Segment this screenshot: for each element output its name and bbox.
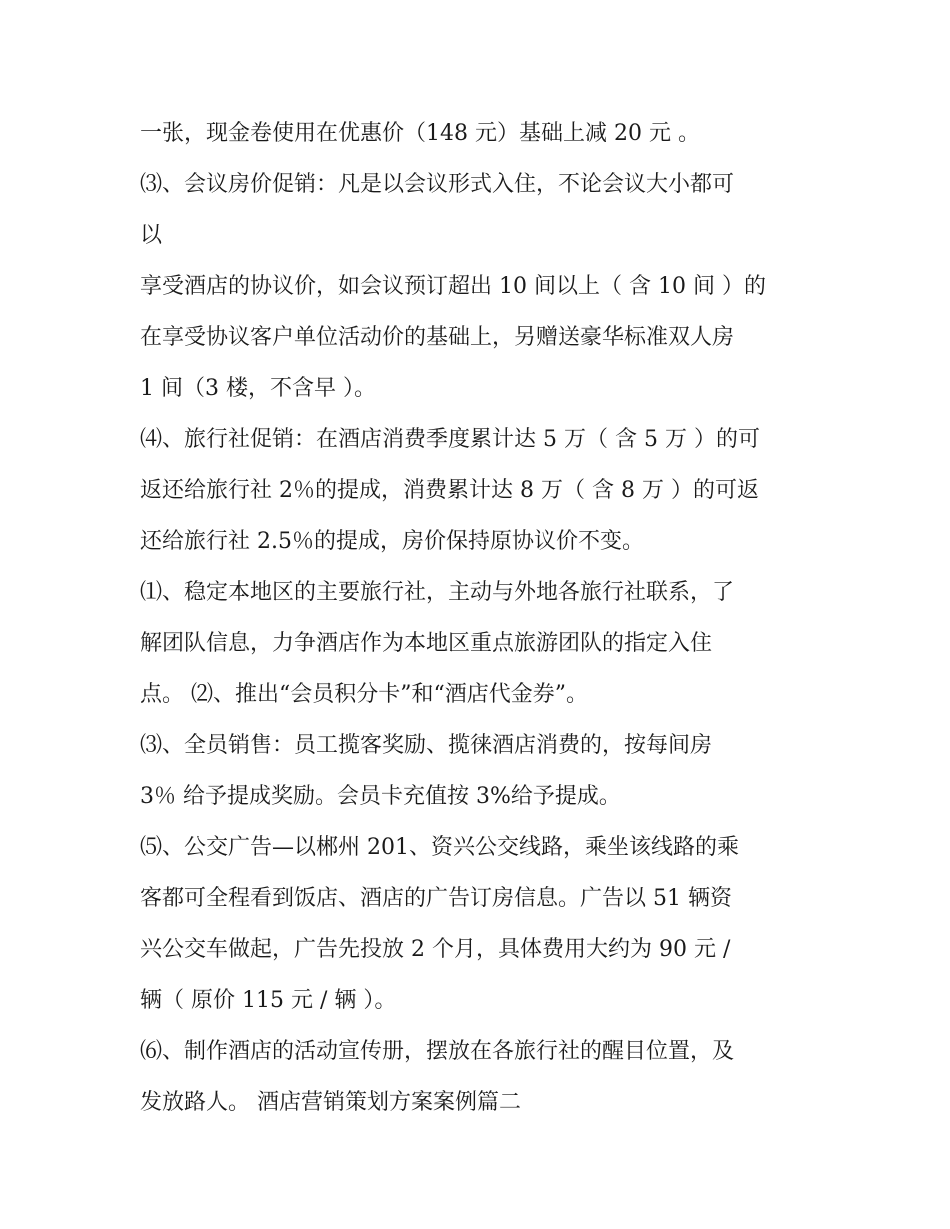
text-line: ⑷、旅行社促销：在酒店消费季度累计达 5 万（ 含 5 万 ）的可 — [140, 427, 760, 452]
text-line: 返还给旅行社 2％的提成，消费累计达 8 万（ 含 8 万 ）的可返 — [140, 478, 759, 503]
text-line: 客都可全程看到饭店、酒店的广告订房信息。广告以 51 辆资 — [140, 886, 732, 911]
text-line: ⑸、公交广告—以郴州 201、资兴公交线路，乘坐该线路的乘 — [140, 835, 739, 860]
text-line: 以 — [140, 223, 163, 248]
document-body — [140, 108, 820, 1128]
text-line: 还给旅行社 2.5％的提成，房价保持原协议价不变。 — [140, 529, 644, 554]
text-line: 在享受协议客户单位活动价的基础上，另赠送豪华标准双人房 — [140, 325, 735, 350]
text-line: 解团队信息，力争酒店作为本地区重点旅游团队的指定入住 — [140, 631, 713, 656]
text-line: 点。 ⑵、推出“会员积分卡”和“酒店代金券”。 — [140, 682, 588, 707]
text-line: 辆（ 原价 115 元 / 辆 ）。 — [140, 988, 397, 1013]
text-line: ⑶、会议房价促销：凡是以会议形式入住，不论会议大小都可 — [140, 172, 735, 197]
text-line: ⑹、制作酒店的活动宣传册，摆放在各旅行社的醒目位置，及 — [140, 1039, 735, 1064]
text-line: 3％ 给予提成奖励。会员卡充值按 3%给予提成。 — [140, 784, 621, 809]
text-line: 发放路人。 酒店营销策划方案案例篇二 — [140, 1090, 521, 1115]
text-line: ⑶、全员销售：员工揽客奖励、揽徕酒店消费的，按每间房 — [140, 733, 713, 758]
text-line: ⑴、稳定本地区的主要旅行社，主动与外地各旅行社联系，了 — [140, 580, 735, 605]
text-line: 1 间（3 楼，不含早 ）。 — [140, 376, 376, 401]
text-line: 一张，现金卷使用在优惠价（148 元）基础上减 20 元 。 — [140, 121, 700, 146]
text-line: 兴公交车做起，广告先投放 2 个月，具体费用大约为 90 元 / — [140, 937, 731, 962]
text-line: 享受酒店的协议价，如会议预订超出 10 间以上（ 含 10 间 ）的 — [140, 274, 766, 299]
